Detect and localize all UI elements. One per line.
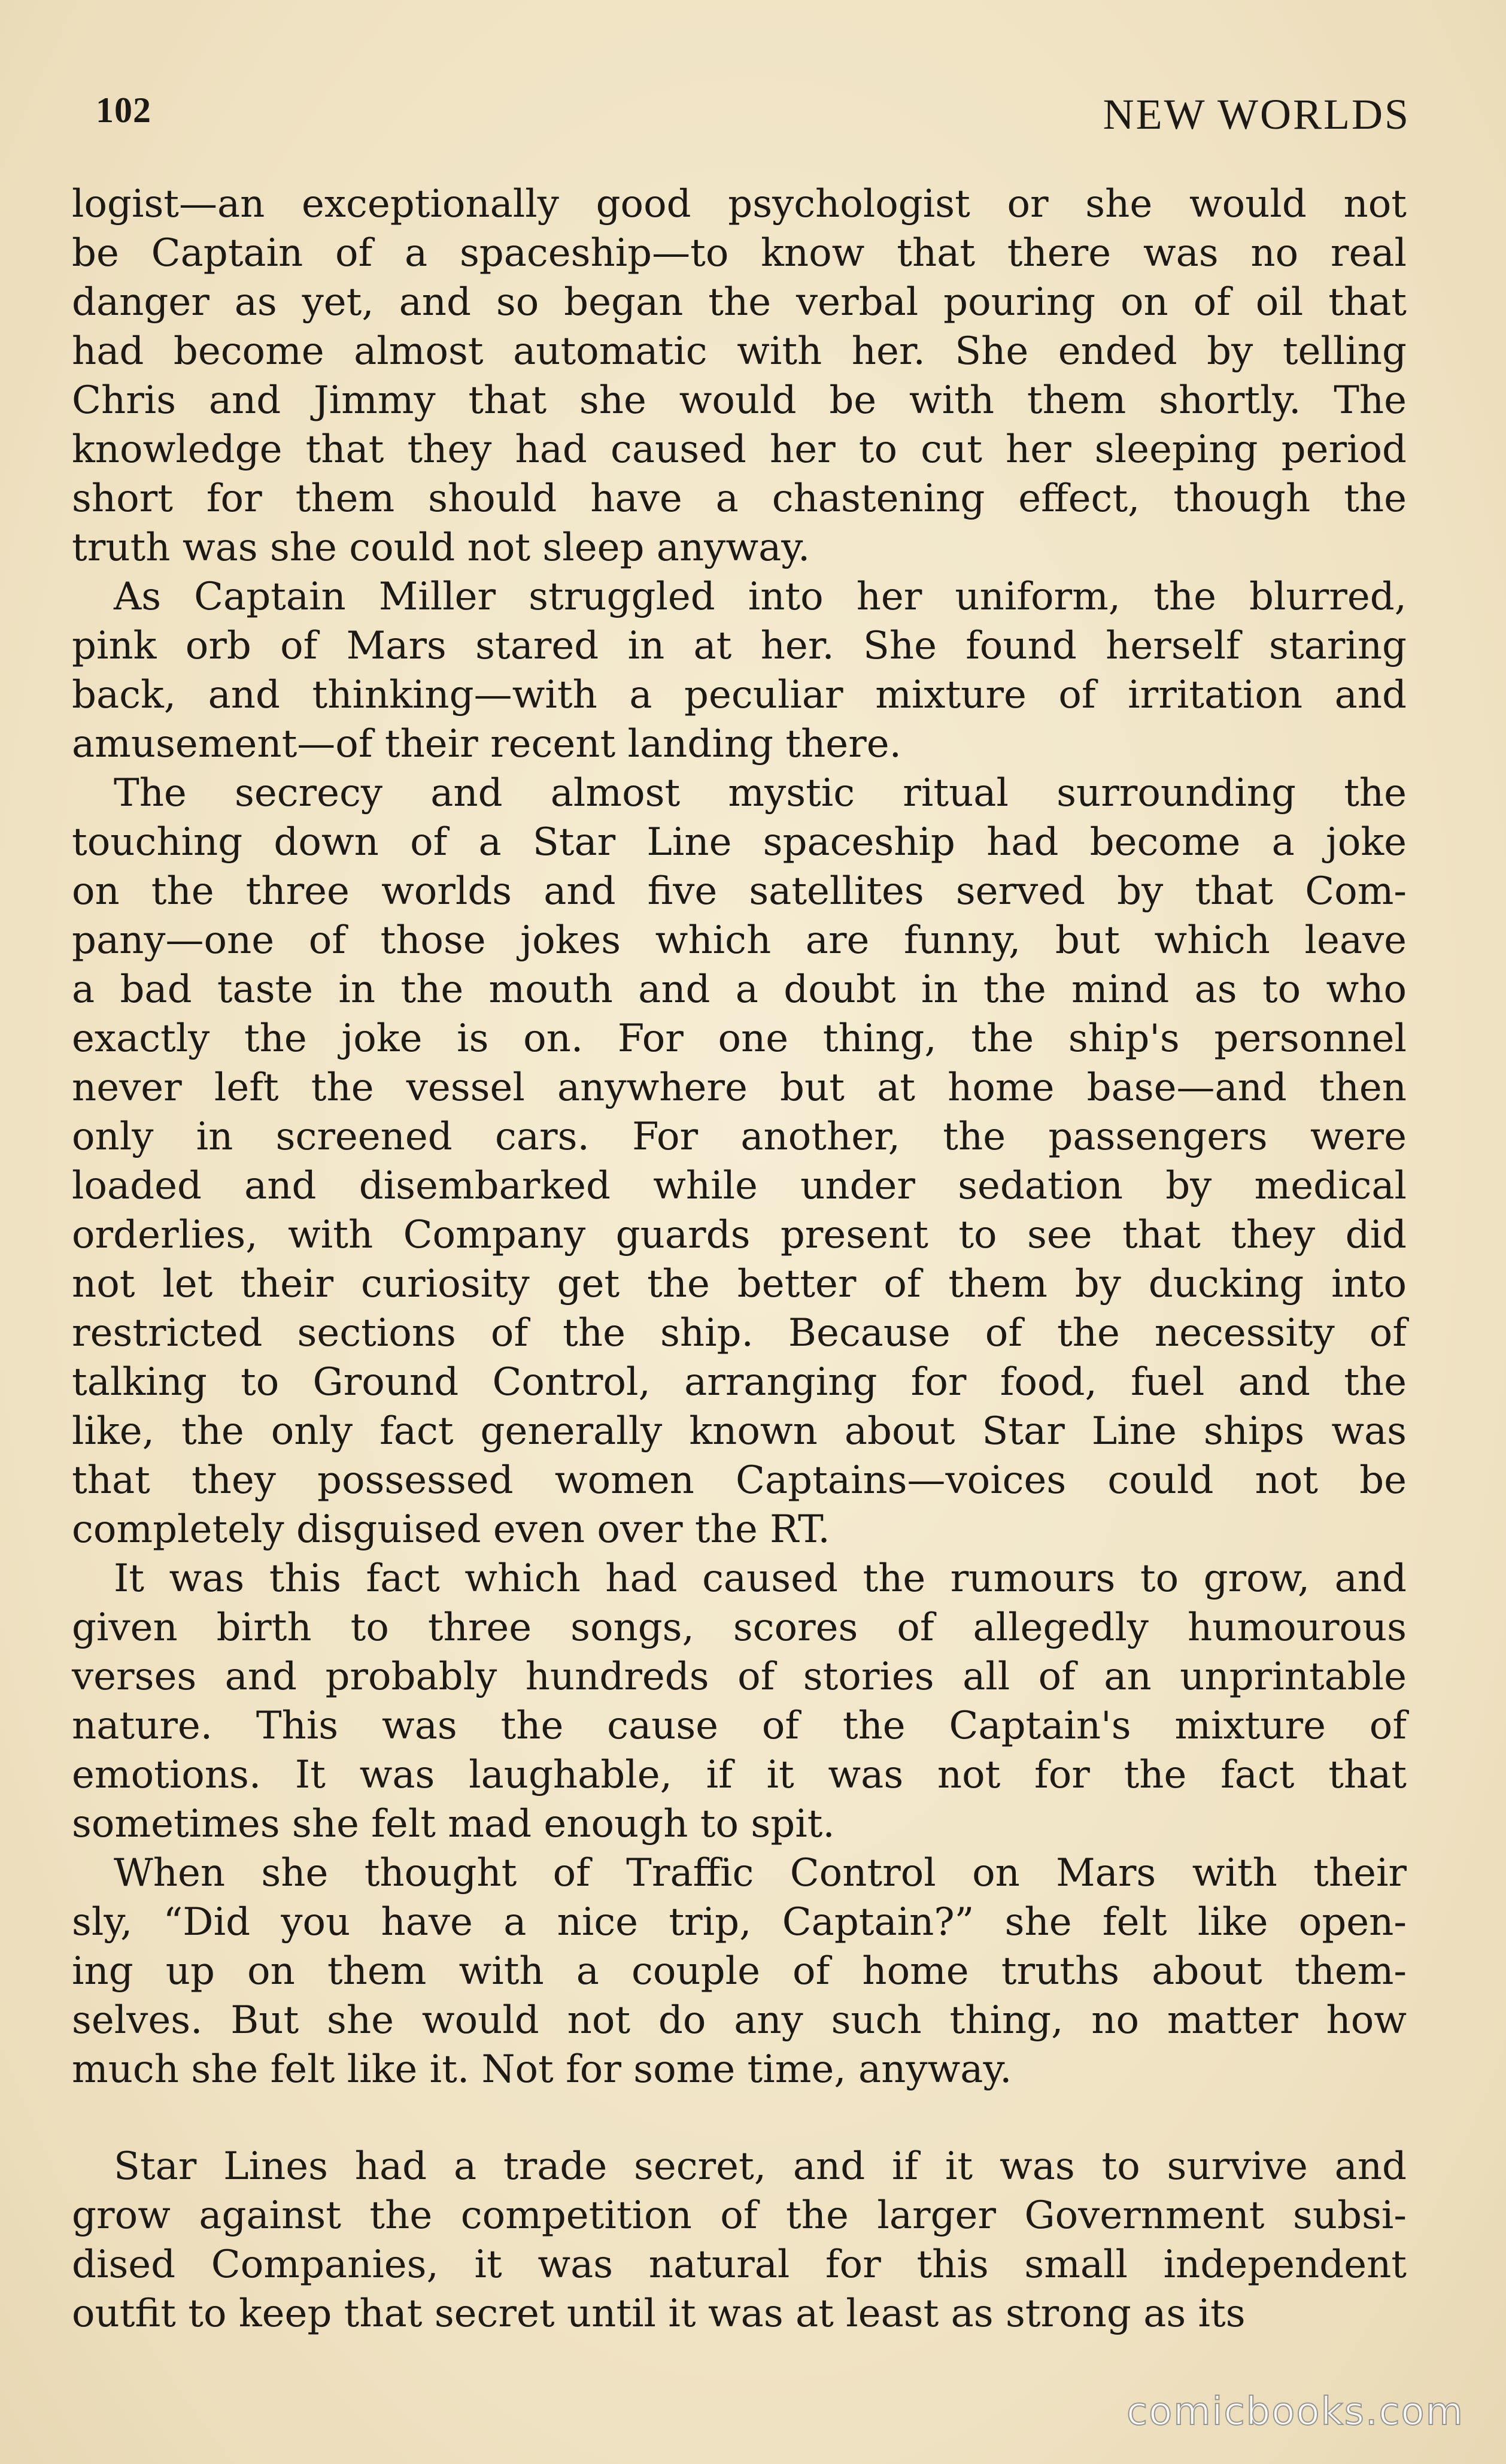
text-line: When she thought of Traffic Control on Mars with their — [114, 1851, 1407, 1895]
text-line: a bad taste in the mouth and a doubt in the mind as to who — [72, 967, 1407, 1012]
text-line: only in screened cars. For another, the passengers were — [72, 1115, 1407, 1159]
text-line: amusement—of their recent landing there. — [72, 722, 901, 766]
text-line: dised Companies, it was natural for this small independent — [72, 2243, 1407, 2287]
paragraph — [72, 769, 1407, 1554]
text-line: completely disguised even over the RT. — [72, 1507, 830, 1552]
text-line: back, and thinking—with a peculiar mixture of irritation and — [72, 673, 1407, 717]
paragraph — [72, 1554, 1407, 1849]
text-line: grow against the competition of the larger Government subsi- — [72, 2193, 1407, 2238]
text-line: much she felt like it. Not for some time, anyway. — [72, 2047, 1012, 2092]
text-line: orderlies, with Company guards present to see that they did — [72, 1213, 1407, 1257]
text-line: danger as yet, and so began the verbal pouring on of oil that — [72, 280, 1407, 324]
paragraph — [72, 572, 1407, 769]
text-line: sly, “Did you have a nice trip, Captain?” she felt like open- — [72, 1900, 1407, 1944]
paragraph — [72, 2142, 1407, 2338]
text-line: exactly the joke is on. For one thing, the ship's personnel — [72, 1016, 1407, 1061]
text-line: selves. But she would not do any such thing, no matter how — [72, 1998, 1407, 2043]
text-line: logist—an exceptionally good psychologist or she would not — [72, 182, 1407, 226]
section-break — [72, 2094, 1407, 2142]
text-line: that they possessed women Captains—voices could not be — [72, 1458, 1407, 1503]
text-line: not let their curiosity get the better of them by ducking into — [72, 1262, 1407, 1306]
text-line: truth was she could not sleep anyway. — [72, 526, 810, 570]
text-line: outfit to keep that secret until it was at least as strong as its — [72, 2292, 1246, 2336]
text-line: touching down of a Star Line spaceship had become a joke — [72, 820, 1407, 864]
text-line: verses and probably hundreds of stories all of an unprintable — [72, 1655, 1407, 1699]
page-number: 102 — [96, 90, 151, 130]
text-line: Chris and Jimmy that she would be with them shortly. The — [72, 378, 1407, 423]
text-line: The secrecy and almost mystic ritual surrounding the — [114, 771, 1407, 815]
text-line: Star Lines had a trade secret, and if it was to survive and — [114, 2144, 1407, 2189]
text-line: short for them should have a chastening effect, though the — [72, 477, 1407, 521]
text-line: given birth to three songs, scores of allegedly humourous — [72, 1606, 1407, 1650]
text-line: sometimes she felt mad enough to spit. — [72, 1802, 835, 1846]
text-line: talking to Ground Control, arranging for food, fuel and the — [72, 1360, 1407, 1404]
watermark-logo: comicbooks.com — [1126, 2390, 1464, 2434]
text-line: nature. This was the cause of the Captain's mixture of — [72, 1704, 1407, 1748]
text-line: had become almost automatic with her. She ended by telling — [72, 329, 1407, 374]
text-line: knowledge that they had caused her to cut her sleeping period — [72, 427, 1407, 472]
text-line: on the three worlds and five satellites served by that Com- — [72, 869, 1407, 914]
text-line: like, the only fact generally known about Star Line ships was — [72, 1409, 1407, 1453]
text-line: emotions. It was laughable, if it was not for the fact that — [72, 1753, 1407, 1797]
text-line: restricted sections of the ship. Because of the necessity of — [72, 1311, 1407, 1355]
running-title: NEW WORLDS — [1103, 90, 1410, 138]
text-line: It was this fact which had caused the rumours to grow, and — [114, 1556, 1407, 1601]
text-line: pany—one of those jokes which are funny, but which leave — [72, 918, 1407, 963]
body-text — [72, 180, 1407, 2338]
paragraph — [72, 1849, 1407, 2094]
text-line: As Captain Miller struggled into her uniform, the blurred, — [114, 575, 1407, 619]
text-line: loaded and disembarked while under sedation by medical — [72, 1164, 1407, 1208]
page-header — [96, 90, 1410, 150]
text-line: be Captain of a spaceship—to know that there was no real — [72, 231, 1407, 275]
text-line: never left the vessel anywhere but at home base—and then — [72, 1066, 1407, 1110]
text-line: pink orb of Mars stared in at her. She found herself staring — [72, 624, 1407, 668]
paragraph — [72, 180, 1407, 572]
text-line: ing up on them with a couple of home truths about them- — [72, 1949, 1407, 1993]
